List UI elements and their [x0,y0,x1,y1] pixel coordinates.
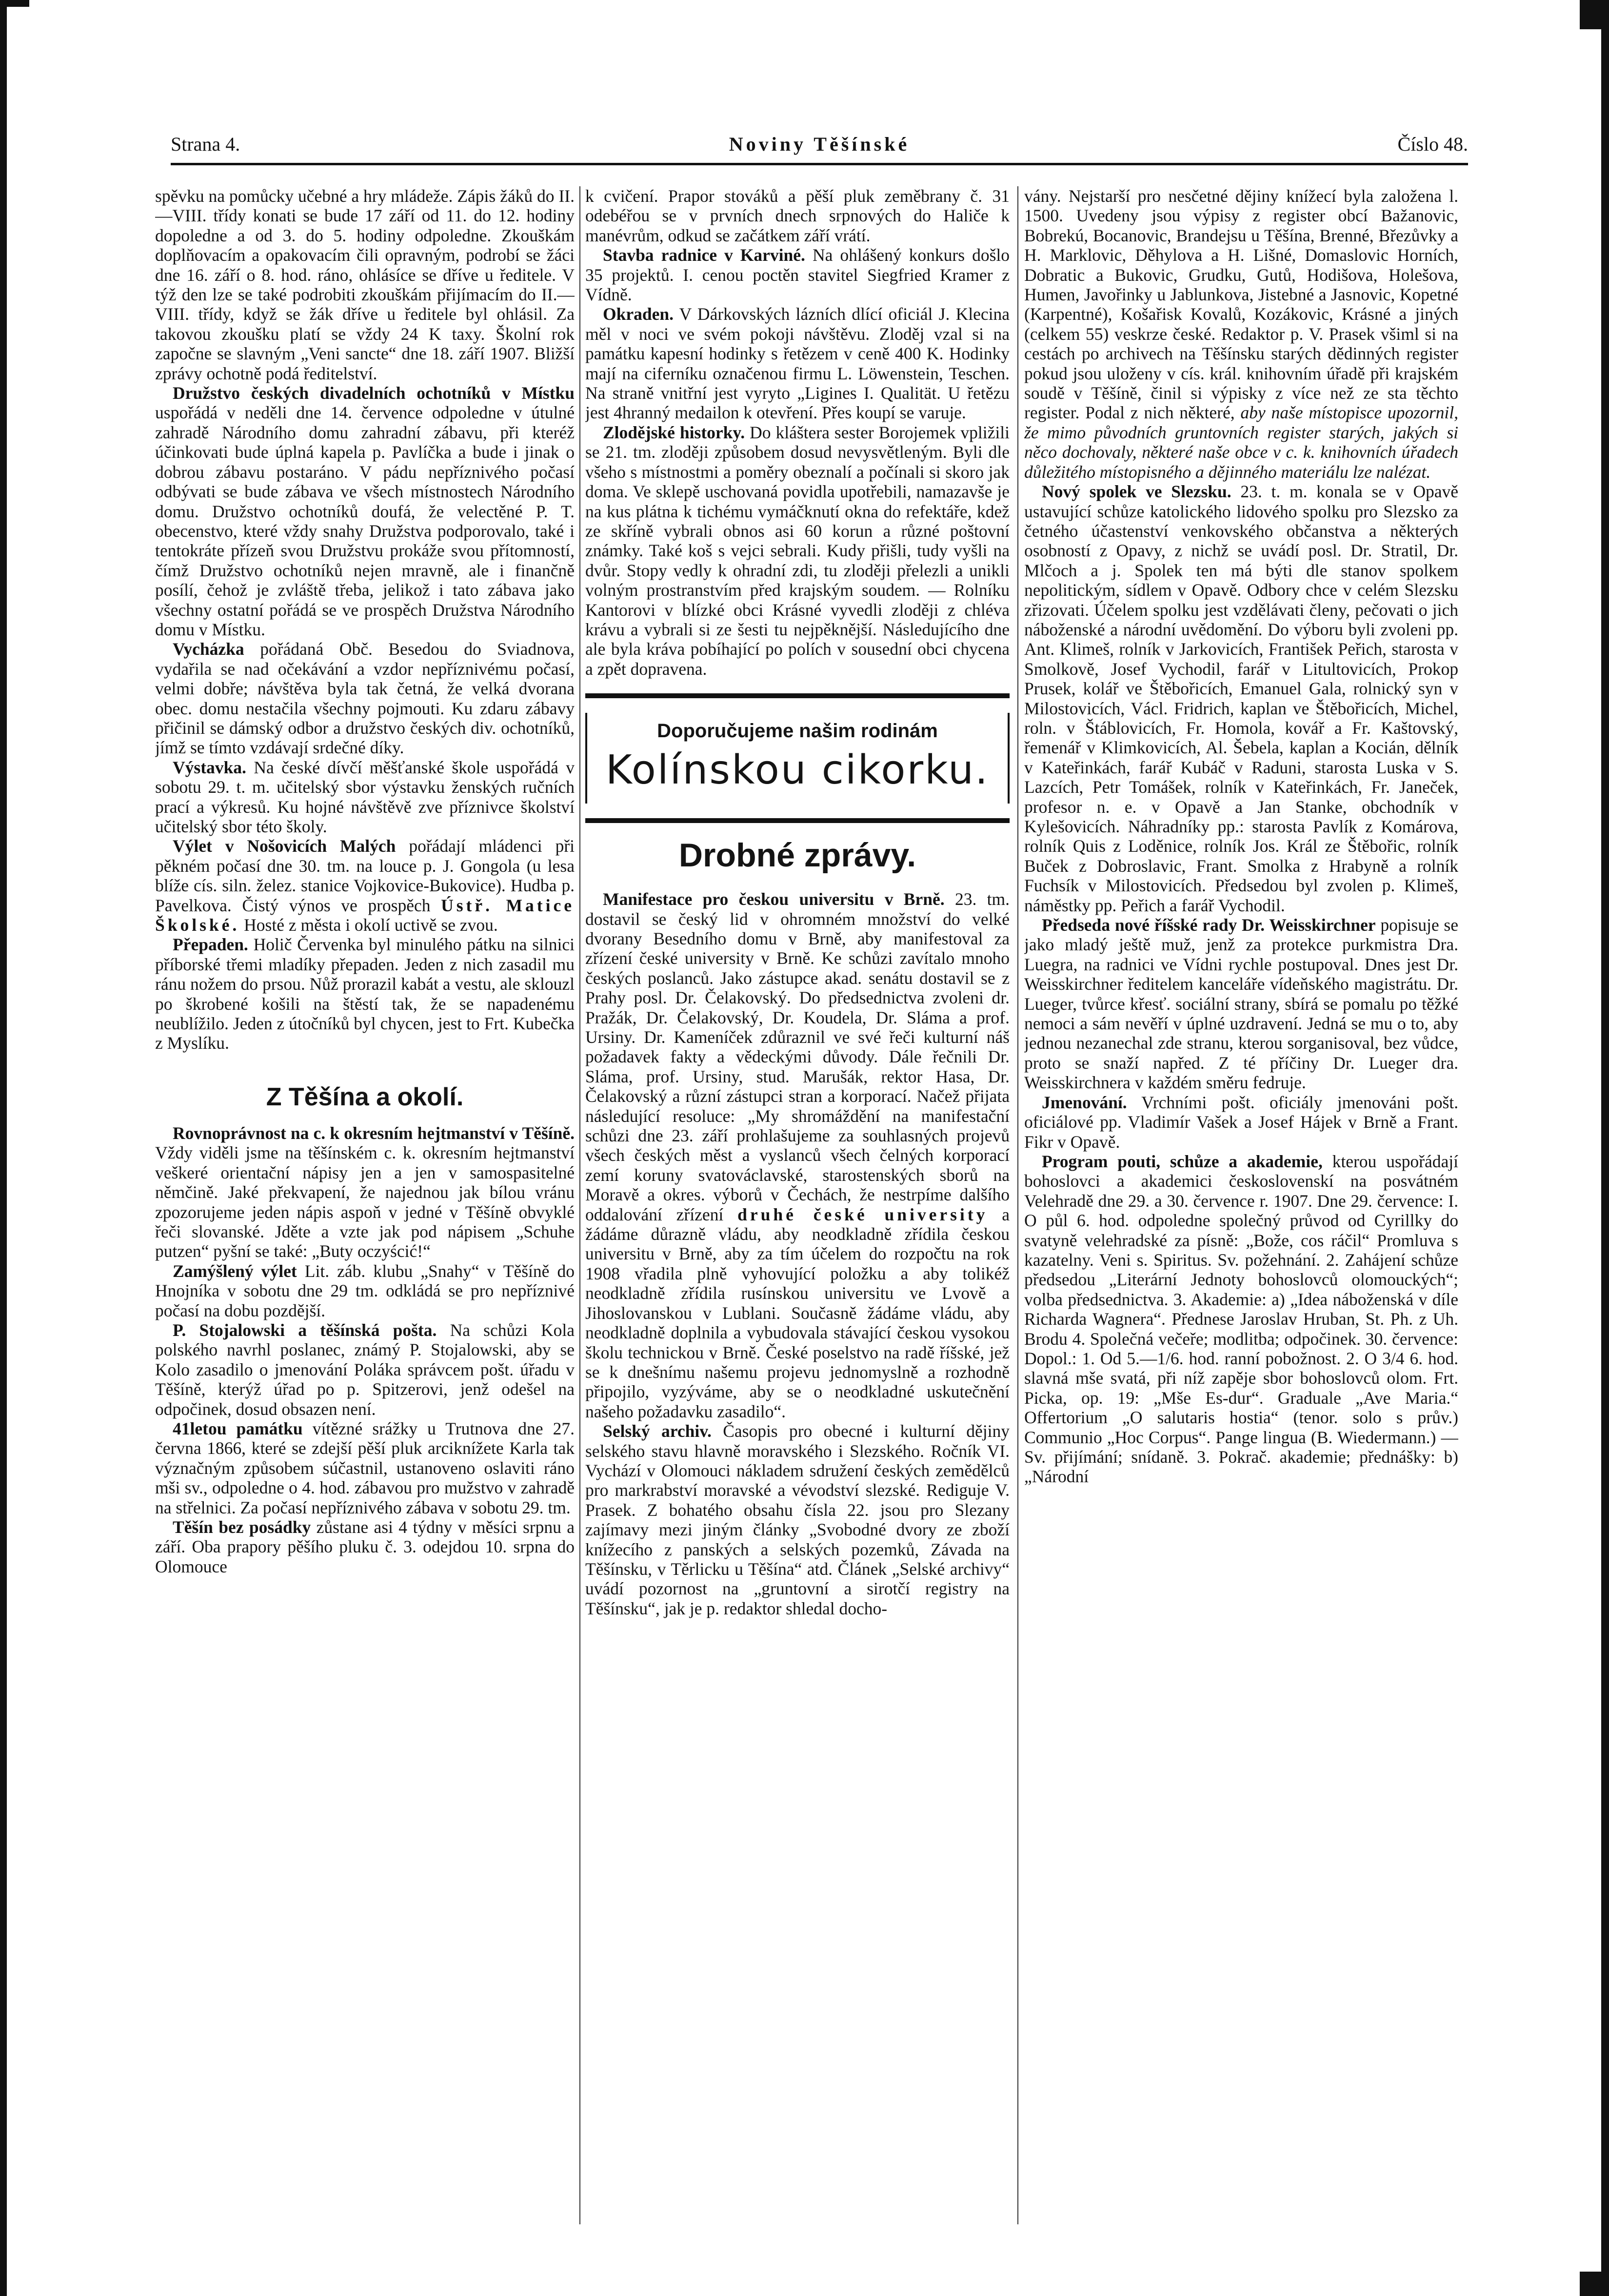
article-headline: Jmenování. [1042,1092,1127,1112]
article-continuation [1024,186,1458,482]
scan-corner-mark [1580,2272,1609,2296]
advertisement-tagline: Doporučujeme našim rodinám [657,720,938,742]
page-header [171,128,1468,159]
article-body: popisuje se jako mladý ještě muž, jenž za protekce purkmistra Dra. Luegra, na radnici ve Vídni rychle postupoval. Dnes jest Dr. Weisskirchner ředitelem kanceláře vídeňského magistrátu. Dr. Lueger, tvůrce křesť. sociální strany, sbírá se pomalu po těžké nemoci a sám nevěří v úplné uzdravení. Jedná se mu o to, aby jednou nezanechal zde stranu, kterou sorganisoval, bez vůdce, proto se snaží napřed. Z té příčiny Dr. Lueger dra. Weisskirchnera v každém směru fedruje. [1024,915,1458,1093]
article-headline: 41letou památku [173,1418,303,1438]
advertisement [585,693,1010,823]
article-headline: Okraden. [603,304,674,324]
article [155,935,575,1053]
article-body: 23. t. m. konala se v Opavě ustavující schůze katolického lidového spolku pro Slezsko za četného účastenství venkovského občanstva a některých osobností z Opavy, z nichž se uvádí posl. Dr. Stratil, Dr. Mlčoch a j. Spolek ten má býti dle stanov spolkem nepolitickým, sídlem v Opavě. Odbory chce v celém Slezsku zřizovati. Účelem spolku jest vzdělávati členy, pečovati o jich náboženské a národní uvědomění. Do výboru byli zvoleni pp. Ant. Klimeš, rolník v Jarkovicích, František Peřich, starosta v Smolkově, Josef Vychodil, farář v Litultovicích, Prokop Prusek, kolář ve Štěbořicích, Emanuel Gala, rolnický syn v Milostovicích, Václ. Fridrich, kaplan ve Štěbořicích, Michel, roln. v Štáblovicích, Fr. Homola, kovář a Fr. Kaštovský, řemenář v Klimkovicích, Al. Šebela, kaplan a Kocián, dělník v Kateřinkách, farář Kubáč v Raduni, starosta Luska v S. Lazcích, Petr Tomášek, rolník v Kateřinkách, Fr. Janeček, profesor n. e. v Opavě a Jan Stanke, obchodník v Kylešovicích. Náhradníky pp.: starosta Pavlík z Komárova, rolník Quis z Loděnice, rolník Jos. Král ze Štěbořic, rolník Buček z Dobroslavic, Frant. Smolka z Hrabyně a rolník Fuchsík v Milostovicích. Předsedou byl zvolen p. Klimeš, náměstky pp. Peřich a farář Vychodil. [1024,482,1458,915]
article-headline: Selský archiv. [603,1421,712,1441]
article-headline: P. Stojalowski a těšínská pošta. [173,1320,437,1340]
article [585,423,1010,679]
column-2 [585,186,1010,2224]
article-headline: Manifestace pro českou universitu v Brně. [603,889,945,909]
spaced-emphasis: Ústř. Matice Školské. [155,895,575,935]
article-body: vítězné srážky u Trutnova dne 27. června 1866, které se zdejší pěší pluk arciknížete Karla tak význačným způsobem súčastnil, ustanoveno oslaviti ráno mši sv., odpoledne o 4. hod. zábavou pro mužstvo v zahradě na střelnici. Za počasí nepříznivého zábava v sobotu 29. tm. [155,1418,575,1517]
column-1 [155,186,575,2224]
article [1024,1093,1458,1152]
article-headline: Stavba radnice v Karviné. [603,245,805,265]
scan-corner-mark [1580,0,1609,29]
article-body: Holič Červenka byl minulého pátku na silnici příborské třemi mladíky přepaden. Jeden z nich zasadil mu ránu nožem do prsou. Nůž prorazil kabát a vestu, ale sklouzl po škrobené košili na štěstí tak, že se napadenému neublížilo. Jeden z útočníků byl chycen, jest to Frt. Kubečka z Myslíku. [155,935,575,1053]
article-headline: Přepaden. [173,935,248,955]
article-body: Vždy viděli jsme na těšínském c. k. okresním hejtmanství veškeré orientační nápisy jen a jen v samospasitelné němčině. Jaké překvapení, že najednou jak bílou vránu zpozorujeme jeden nápis aspoň v jedné v Těšíně obvyklé řeči slovanské. Jděte a vzte jak pod nápisem „Schuhe putzen“ pyšní se také: „Buty oczyścić!“ [155,1143,575,1261]
spaced-emphasis: druhé české university [737,1204,988,1224]
article [155,639,575,757]
scan-edge-left [0,0,7,2296]
advertisement-frame [585,713,1010,804]
article [1024,482,1458,915]
article-body: V Dárkovských lázních dlící oficiál J. Klecina měl v noci ve svém pokoji návštěvu. Zloděj vzal si na památku kapesní hodinky s řetězem v ceně 400 K. Hodinky mají na ciferníku označenou firmu L. Löwenstein, Teschen. Na straně vnitřní jest vyryto „Ligines I. Qualität. U řetězu jest 4hranný medailon k otevření. Přes koupí se varuje. [585,304,1010,423]
article-body: Lit. záb. klubu „Snahy“ v Těšíně do Hnojníka v sobotu dne 29 tm. odkládá se pro nepříznivé počasí na dobu pozdější. [155,1261,575,1320]
section-heading: Drobné zprávy. [678,837,916,874]
article-body: uspořádá v neděli dne 14. července odpoledne v útulné zahradě Národního domu zahradní zábavu, při kteréž účinkovati bude úplná kapela p. Pavlíčka a bude i jinak o dobrou zábavu postaráno. V pádu nepříznivého počasí odbývati se bude zábava ve všech místnostech Národního domu. Družstvo ochotníků doufá, že velectěné P. T. obecenstvo, které vždy snahy Družstva podporovalo, také i tentokráte přízeň svou Družstvu prokáže svou přítomností, čímž Družstvo ochotníků nejen mravně, ale i finančně posílí, čehož je zvláště třeba, jelikož i tato zábava jako všechny ostatní pořádá se ve prospěch Družstva Národního domu v Místku. [155,403,575,639]
article-body: Vrchními pošt. oficiály jmenováni pošt. oficiálové pp. Vladimír Vašek a Josef Hájek v Brně a Frant. Fikr v Opavě. [1024,1092,1458,1152]
article-headline: Těšín bez posádky [173,1517,311,1537]
section-heading: Z Těšína a okolí. [266,1082,464,1111]
column-divider [579,186,580,2224]
article-headline: Program pouti, schůze a akademie, [1042,1151,1323,1171]
advertisement-product: Kolínskou cikorku. [605,747,990,794]
article-headline: Nový spolek ve Slezsku. [1042,482,1232,502]
article [585,889,1010,1421]
article-body: Na ohlášený konkurs došlo 35 projektů. I. cenou poctěn stavitel Siegfried Kramer z Vídně. [585,245,1010,305]
article-headline: Družstvo českých divadelních ochotníků v Místku [173,383,575,403]
article-headline: Rovnoprávnost na c. k okresním hejtmanství v Těšíně. [173,1123,575,1143]
article [1024,1152,1458,1487]
scan-edge-right [1601,0,1609,2296]
article-headline: Předseda nové říšské rady Dr. Weisskirchner [1042,915,1376,935]
article-body: Na české dívčí měšťanské škole uspořádá v sobotu 29. t. m. učitelský sbor výstavku ženských ručních prací a výkresů. Ku hojné návštěvě zve příznivce školství učitelský sbor této školy. [155,757,575,836]
article-body: Hosté z města i okolí uctivě se zvou. [244,915,498,935]
article-body: vány. Nejstarší pro nesčetné dějiny knížecí byla založena l. 1500. Uvedeny jsou výpisy z register obcí Bažanovic, Bobrekú, Bocanovic, Brandejsu u Těšína, Brenné, Březůvky a H. Marklovic, Děhylova a H. Lišné, Domaslovic Horních, Dobratic a Bukovic, Grudku, Gutů, Hodišova, Holešova, Humen, Javořinky u Jablunkova, Jistebné a Jasnovic, Kopetné (Karpentné), Košařisk Kovalů, Kozákovic, Krásné a jiných (celkem 55) veskrze české. Redaktor p. V. Prasek všiml si na cestách po archivech na Těšínsku starých dědinných register pokud jsou uloženy v cís. král. knihovním úřadě při krajském soudě v Těšíně, činil si výpisky z více než ze sta těchto register. Podal z nich některé, [1024,186,1458,423]
column-divider [1017,186,1018,2224]
article-body: pořádají mládenci při pěkném počasí dne 30. tm. na louce p. J. Gongola (u lesa blíže cís. siln. želez. stanice Vojkovice-Bukovice). Hudba p. Pavelkova. Čistý výnos ve prospěch [155,836,575,915]
article [155,1419,575,1517]
article-body: Do kláštera sester Borojemek vpližili se 21. tm. zloději způsobem dosud nevysvětleným. Byli dle všeho s místnostmi a poměry obeznalí a počínali si skoro jak doma. Ve sklepě uschovaná povidla upotřebili, namazavše je na kus plátna k tichému vymáčknutí okna do refektáře, kdež ze skříně vybrali obnos asi 60 korun a různé poštovní známky. Také koš s vejci sebrali. Kudy přišli, tudy vyšli na dvůr. Stopy vedly k ohradní zdi, tu zloději přelezli a unikli volným prostranstvím před krajským soudem. — Rolníku Kantorovi v blízké obci Krásné vyvedli zloději z chléva krávu a vybrali si ze šesti tu nejpěknější. Následujícího dne ale byla kráva pobíhající po polích v sousední obci chycena a zpět dopravena. [585,422,1010,679]
article [155,1123,575,1261]
column-3 [1024,186,1458,2224]
article-headline: Vycházka [173,639,244,659]
article [155,383,575,639]
article-continuation: spěvku na pomůcky učebné a hry mládeže. Zápis žáků do II.—VIII. třídy konati se bude 17 září od 11. do 12. hodiny dopoledne a od 3. do 5. hodiny odpoledne. Zkouškám doplňovacím a opakovacím čili opravným, podrobí se žáci dne 16. září o 8. hod. ráno, ohlásíce se dříve u ředitele. V týž den lze se také podrobiti zkouškám přijímacím do II.—VIII. třídy, když se žák dříve u ředitele byl ohlásil. Za takovou zkoušku platí se vždy 24 K taxy. Školní rok započne se slavným „Veni sancte“ dne 18. září 1907. Bližší zprávy ochotně podá ředitelství. [155,186,575,383]
article [155,1261,575,1320]
article [155,1320,575,1419]
article-body: Časopis pro obecné i kulturní dějiny selského stavu hlavně moravského i Slezského. Ročník VI. Vychází v Olomouci nákladem sdružení českých zemědělců pro markrabství moravské a vévodství slezské. Rediguje V. Prasek. Z bohatého obsahu čísla 22. jsou pro Slezany zajímavy mezi jiným články „Svobodné dvory ze zboží knížecího z panských a selských pozemků, Závada na Těšínsku, v Těrlicku u Těšína“ atd. Článek „Selské archivy“ uvádí pozornost na „gruntovní a sirotčí registry na Těšínsku“, jak je p. redaktor shledal docho- [585,1421,1010,1618]
article-headline: Zlodějské historky. [603,422,745,442]
italic-passage: aby naše místopisce upozornil, že mimo původních gruntovních register starých, jakých si něco dochovaly, některé naše obce v c. k. knihovních úřadech důležitého místopisného a dějinného materiálu lze nalézat. [1024,403,1458,482]
header-rule [171,163,1468,165]
article-continuation: k cvičení. Prapor stováků a pěší pluk zeměbrany č. 31 odebéřou se v prvních dnech srpnových do Haliče k manévrům, odkud se začátkem září vrátí. [585,186,1010,245]
article [155,1517,575,1576]
article-body: kterou uspořádají bohoslovci a akademici československí na posvátném Velehradě dne 29. a 30. července r. 1907. Dne 29. července: I. O půl 6. hod. odpoledne společný průvod od Cyrillky do svatyně velehradské za písně: „Bože, cos ráčil“ Promluva s kazatelny. Veni s. Spiritus. Sv. požehnání. 2. Zahájení schůze předsedou „Literární Jednoty bohoslovců olomouckých“; volba předsednictva. 3. Akademie: a) „Idea náboženská v díle Richarda Wagnera“. Přednese Jaroslav Hruban, St. Ph. z Uh. Brodu 4. Společná večeře; modlitba; odpočinek. 30. července: Dopol.: 1. Od 5.—1/6. hod. ranní pobožnost. 2. O 3/4 6. hod. slavná mše svatá, při níž zapěje sbor bohoslovců olom. Frt. Picka, op. 19: „Mše Es-dur“. Graduale „Ave Maria.“ Offertorium „O salutaris hostia“ (tenor. solo s prův.) Communio „Hoc Corpus“. Pange lingua (B. Wiedermann.) — Sv. přijímání; snídaně. 3. Pokrač. akademie; přednášky: b) „Národní [1024,1151,1458,1487]
scan-corner-mark [0,0,29,7]
article-body: 23. tm. dostavil se český lid v ohromném množství do velké dvorany Besedního domu v Brně, aby manifestoval za zřízení české university v Brně. Ke schůzi zavítalo mnoho českých poslanců. Jako zástupce akad. senátu dostavil se z Prahy posl. Dr. Čelakovský. Do předsednictva zvoleni dr. Pražák, Dr. Čelakovský, Dr. Koudela, Dr. Sláma a prof. Ursiny. Dr. Kameníček zdůraznil ve své řeči kulturní náš požadavek fakty a vědeckými důvody. Dále řečnili Dr. Sláma, prof. Ursiny, stud. Marušák, rektor Hasa, Dr. Čelakovský a různí zástupci stran a korporací. Načež přijata následující resoluce: „My shromáždění na manifestační schůzi dne 23. září prohlašujeme za souhlasných projevů všech českých měst a vyslanců všech čelných korporací zemí koruny svatováclavské, starostenských sborů na Moravě a okres. výborů v Čechách, že nestrpíme dalšího oddalování zřízení [585,889,1010,1224]
newspaper-title: Noviny Těšínské [729,133,910,155]
article-headline: Výlet v Nošovicích Malých [173,836,396,856]
article-body: zůstane asi 4 týdny v měsíci srpnu a září. Oba prapory pěšího pluku č. 3. odejdou 10. srpna do Olomouce [155,1517,575,1576]
article [1024,915,1458,1093]
article-headline: Výstavka. [173,757,246,777]
article [585,304,1010,422]
article [585,245,1010,304]
page-number: Strana 4. [171,133,240,155]
article [585,1421,1010,1618]
article-body: pořádaná Obč. Besedou do Sviadnova, vydařila se nad očekávání a vzdor nepříznivému počasí, velmi dobře; návštěva byla tak četná, že velká dvorana obec. domu nestačila všechny pojmouti. Ku zdaru zábavy přičinil se dámský odbor a družstvo českých div. ochotníků, jímž se tímto vzdávají srdečné díky. [155,639,575,758]
article-body: a žádáme důrazně vládu, aby neodkladně zřídila českou universitu v Brně, aby za tím účelem do rozpočtu na rok 1908 vřadila plně vyhovující položku a aby tolikéž neodkladně zřídila rusínskou universitu ve Lvově a Jihoslovanskou v Lublani. Současně žádáme vládu, aby neodkladně doplnila a vybudovala stávající českou vysokou školu technickou v Brně. České poselstvo na radě říšské, jež se k dnešnímu našemu projevu jednomyslně a rozhodně připojilo, vyzýváme, aby se o neodkladné uskutečnění našeho požadavku zasadilo“. [585,1204,1010,1421]
article-headline: Zamýšlený výlet [173,1261,297,1281]
article [155,758,575,837]
article-body: Na schůzi Kola polského navrhl poslanec, známý P. Stojalowski, aby se Kolo zasadilo o jmenování Poláka správcem pošt. úřadu v Těšíně, kterýž úřad po p. Spitzerovi, jenž odešel na odpočinek, dosud obsazen není. [155,1320,575,1419]
issue-number: Číslo 48. [1397,133,1468,155]
article [155,836,575,935]
